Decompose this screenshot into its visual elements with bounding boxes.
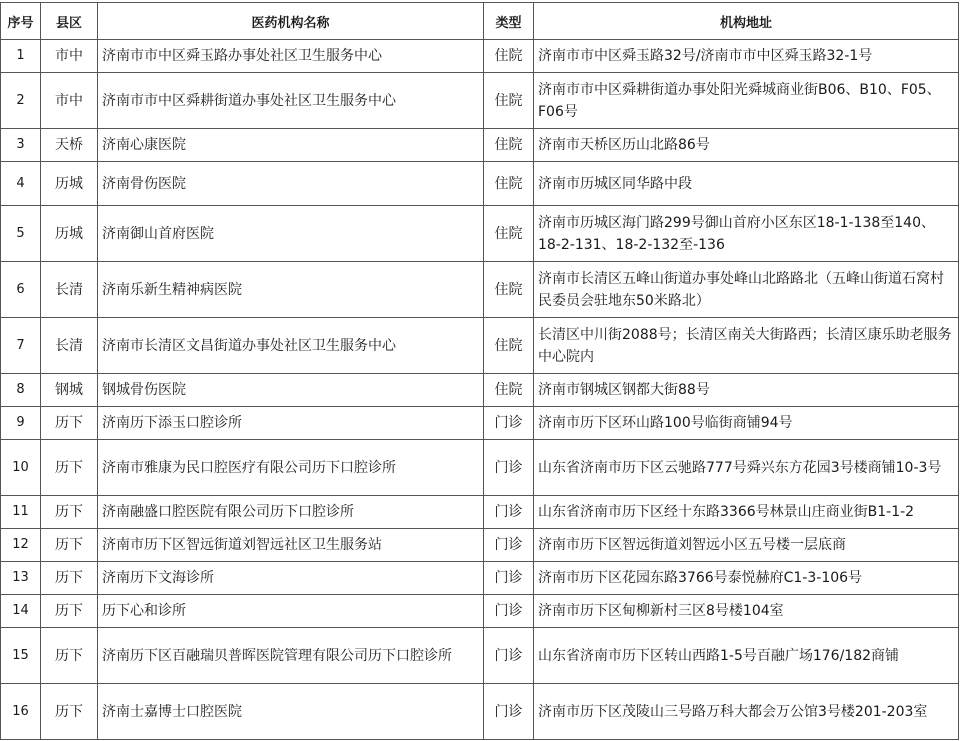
table-row (1, 407, 959, 440)
cell-county: 长清 (41, 262, 98, 318)
table-row (1, 562, 959, 595)
cell-type: 住院 (484, 129, 534, 162)
table-row (1, 162, 959, 206)
cell-address: 济南市长清区五峰山街道办事处峰山北路路北（五峰山街道石窝村民委员会驻地东50米路北） (534, 262, 959, 318)
cell-address: 济南市历城区同华路中段 (534, 162, 959, 206)
cell-no: 11 (1, 496, 41, 529)
cell-name: 济南心康医院 (98, 129, 484, 162)
cell-no: 1 (1, 40, 41, 73)
cell-no: 9 (1, 407, 41, 440)
institution-table (0, 2, 959, 740)
cell-no: 8 (1, 374, 41, 407)
table-row (1, 595, 959, 628)
cell-no: 16 (1, 684, 41, 740)
cell-address: 济南市市中区舜玉路32号/济南市市中区舜玉路32-1号 (534, 40, 959, 73)
cell-address: 山东省济南市历下区经十东路3366号林景山庄商业街B1-1-2 (534, 496, 959, 529)
cell-address: 济南市历城区海门路299号御山首府小区东区18-1-138至140、18-2-131、18-2-132至-136 (534, 206, 959, 262)
cell-county: 历下 (41, 595, 98, 628)
table-row (1, 529, 959, 562)
cell-name: 历下心和诊所 (98, 595, 484, 628)
cell-type: 门诊 (484, 684, 534, 740)
cell-type: 门诊 (484, 628, 534, 684)
cell-county: 市中 (41, 40, 98, 73)
table-row (1, 440, 959, 496)
cell-address: 济南市历下区智远街道刘智远小区五号楼一层底商 (534, 529, 959, 562)
table-row (1, 206, 959, 262)
cell-name: 济南御山首府医院 (98, 206, 484, 262)
cell-name: 济南历下添玉口腔诊所 (98, 407, 484, 440)
cell-type: 住院 (484, 162, 534, 206)
cell-type: 门诊 (484, 529, 534, 562)
cell-no: 13 (1, 562, 41, 595)
table-header-row (1, 3, 959, 40)
cell-type: 住院 (484, 73, 534, 129)
header-no: 序号 (1, 3, 41, 40)
cell-type: 门诊 (484, 595, 534, 628)
cell-county: 市中 (41, 73, 98, 129)
cell-name: 济南乐新生精神病医院 (98, 262, 484, 318)
cell-county: 长清 (41, 318, 98, 374)
header-name: 医药机构名称 (98, 3, 484, 40)
table-row (1, 40, 959, 73)
cell-no: 4 (1, 162, 41, 206)
cell-address: 济南市天桥区历山北路86号 (534, 129, 959, 162)
cell-county: 历下 (41, 562, 98, 595)
table-row (1, 496, 959, 529)
cell-name: 济南骨伤医院 (98, 162, 484, 206)
cell-type: 门诊 (484, 407, 534, 440)
cell-name: 济南历下区百融瑞贝普晖医院管理有限公司历下口腔诊所 (98, 628, 484, 684)
cell-name: 钢城骨伤医院 (98, 374, 484, 407)
cell-county: 天桥 (41, 129, 98, 162)
cell-no: 12 (1, 529, 41, 562)
table-row (1, 374, 959, 407)
cell-type: 门诊 (484, 562, 534, 595)
cell-no: 14 (1, 595, 41, 628)
cell-address: 山东省济南市历下区云驰路777号舜兴东方花园3号楼商铺10-3号 (534, 440, 959, 496)
table-row (1, 684, 959, 740)
cell-address: 济南市历下区环山路100号临街商铺94号 (534, 407, 959, 440)
cell-address: 济南市市中区舜耕街道办事处阳光舜城商业街B06、B10、F05、F06号 (534, 73, 959, 129)
cell-county: 历城 (41, 162, 98, 206)
table-row (1, 129, 959, 162)
cell-name: 济南市长清区文昌街道办事处社区卫生服务中心 (98, 318, 484, 374)
table-row (1, 628, 959, 684)
cell-county: 历下 (41, 529, 98, 562)
cell-county: 历下 (41, 628, 98, 684)
table-row (1, 73, 959, 129)
cell-no: 3 (1, 129, 41, 162)
cell-county: 历下 (41, 684, 98, 740)
cell-county: 历下 (41, 407, 98, 440)
table-row (1, 262, 959, 318)
cell-name: 济南市雅康为民口腔医疗有限公司历下口腔诊所 (98, 440, 484, 496)
cell-address: 山东省济南市历下区转山西路1-5号百融广场176/182商铺 (534, 628, 959, 684)
cell-name: 济南士嘉博士口腔医院 (98, 684, 484, 740)
cell-name: 济南市市中区舜玉路办事处社区卫生服务中心 (98, 40, 484, 73)
cell-address: 济南市钢城区钢都大街88号 (534, 374, 959, 407)
cell-name: 济南市历下区智远街道刘智远社区卫生服务站 (98, 529, 484, 562)
cell-name: 济南市市中区舜耕街道办事处社区卫生服务中心 (98, 73, 484, 129)
cell-no: 5 (1, 206, 41, 262)
cell-type: 住院 (484, 318, 534, 374)
cell-type: 住院 (484, 40, 534, 73)
cell-no: 7 (1, 318, 41, 374)
cell-no: 15 (1, 628, 41, 684)
cell-address: 济南市历下区甸柳新村三区8号楼104室 (534, 595, 959, 628)
cell-type: 住院 (484, 206, 534, 262)
header-type: 类型 (484, 3, 534, 40)
cell-no: 10 (1, 440, 41, 496)
cell-county: 历下 (41, 496, 98, 529)
cell-type: 门诊 (484, 440, 534, 496)
cell-type: 门诊 (484, 496, 534, 529)
cell-county: 钢城 (41, 374, 98, 407)
cell-county: 历城 (41, 206, 98, 262)
cell-address: 济南市历下区茂陵山三号路万科大都会万公馆3号楼201-203室 (534, 684, 959, 740)
cell-no: 2 (1, 73, 41, 129)
cell-name: 济南融盛口腔医院有限公司历下口腔诊所 (98, 496, 484, 529)
header-county: 县区 (41, 3, 98, 40)
header-address: 机构地址 (534, 3, 959, 40)
cell-address: 济南市历下区花园东路3766号泰悦赫府C1-3-106号 (534, 562, 959, 595)
cell-county: 历下 (41, 440, 98, 496)
cell-address: 长清区中川街2088号；长清区南关大街路西；长清区康乐助老服务中心院内 (534, 318, 959, 374)
cell-type: 住院 (484, 374, 534, 407)
cell-type: 住院 (484, 262, 534, 318)
cell-no: 6 (1, 262, 41, 318)
table-row (1, 318, 959, 374)
cell-name: 济南历下文海诊所 (98, 562, 484, 595)
